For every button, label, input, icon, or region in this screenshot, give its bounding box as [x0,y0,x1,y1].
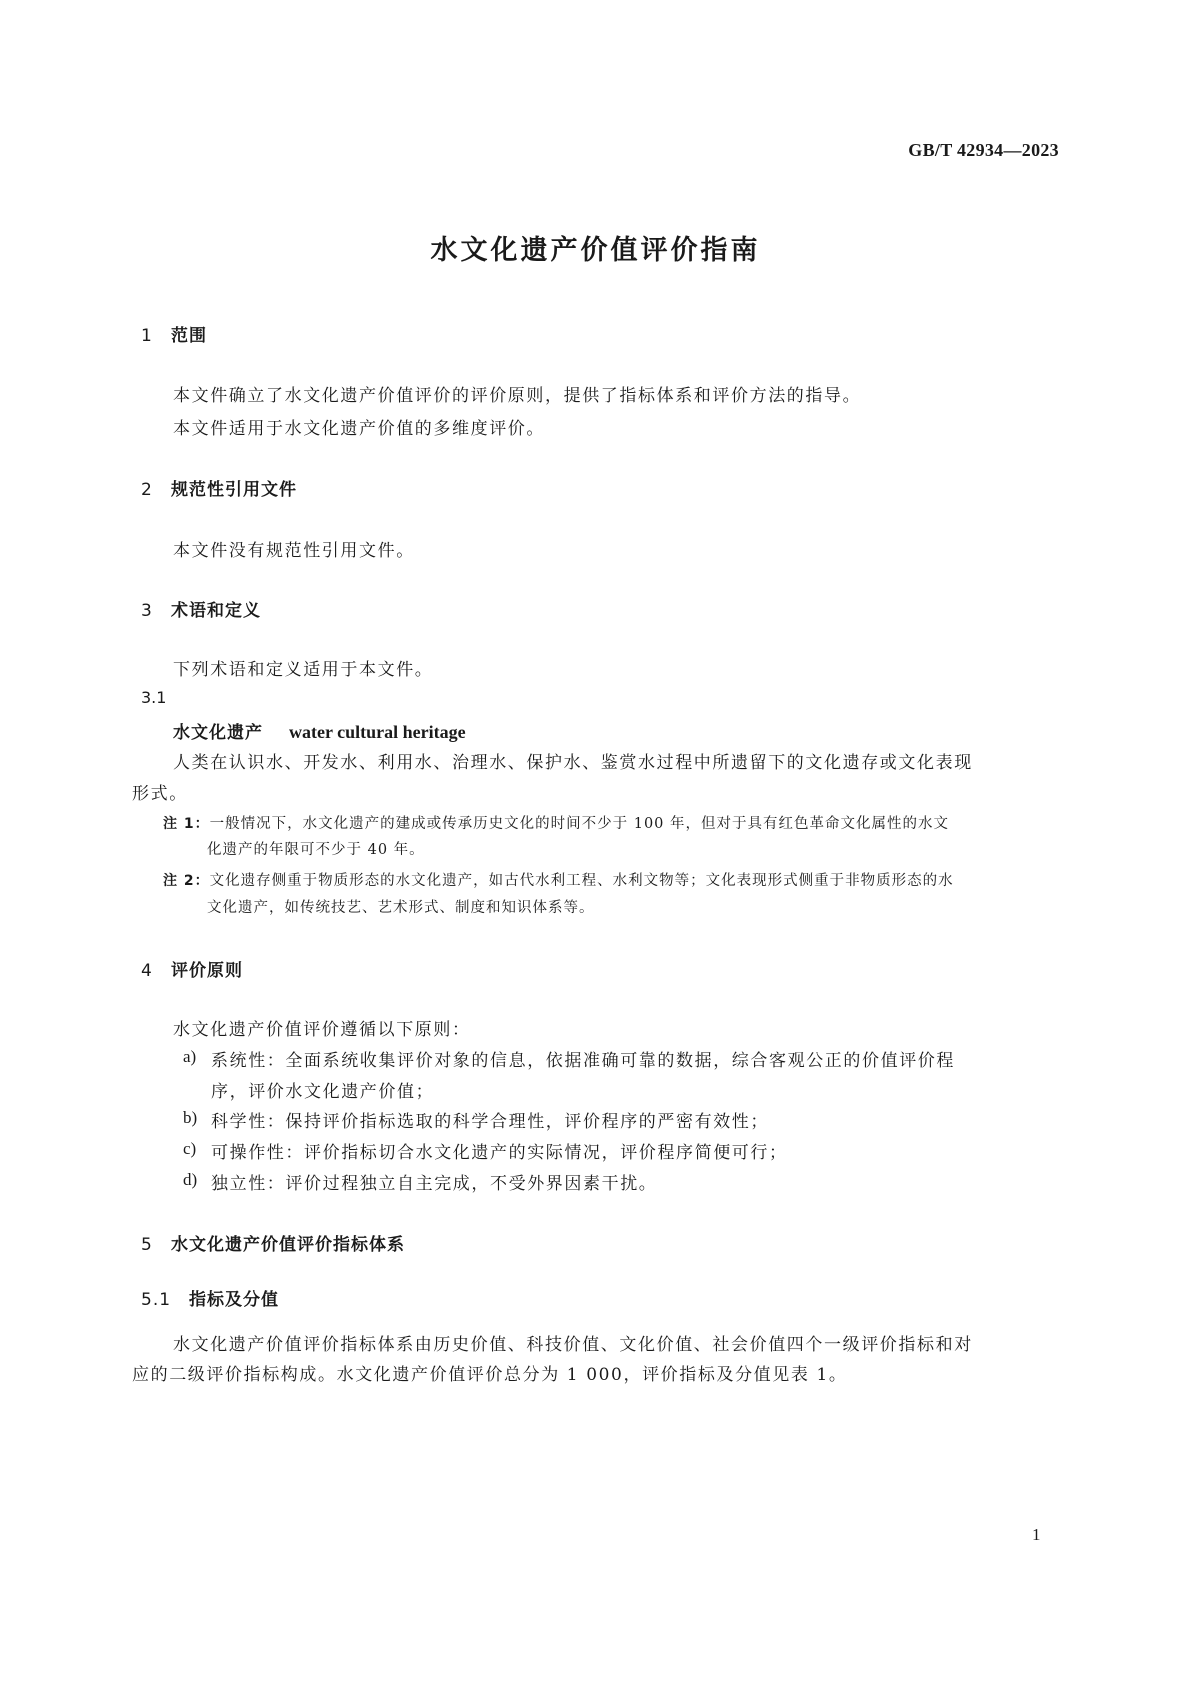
list-item-label: c) [183,1139,197,1158]
section-title: 术语和定义 [171,601,261,621]
page-number: 1 [1032,1525,1041,1544]
list-item-b: 科学性：保持评价指标选取的科学合理性，评价程序的严密有效性； [211,1112,769,1132]
note-label: 注 1： [163,816,210,832]
subsection-title: 指标及分值 [189,1290,279,1310]
section-4-intro: 水文化遗产价值评价遵循以下原则： [173,1020,471,1040]
note-2-line-2: 文化遗产，如传统技艺、艺术形式、制度和知识体系等。 [207,900,595,916]
list-item-c: 可操作性：评价指标切合水文化遗产的实际情况，评价程序简便可行； [211,1143,788,1163]
term-number: 3.1 [141,688,167,707]
section-number: 4 [141,961,153,981]
list-item-label: d) [183,1170,198,1189]
section-title: 规范性引用文件 [171,480,297,500]
section-1-paragraph-2: 本文件适用于水文化遗产价值的多维度评价。 [173,419,545,439]
document-title: 水文化遗产价值评价指南 [430,235,761,266]
subsection-5-1-line-1: 水文化遗产价值评价指标体系由历史价值、科技价值、文化价值、社会价值四个一级评价指标和对 [173,1335,973,1355]
term-entry [173,718,466,743]
section-number: 1 [141,326,153,346]
section-3-intro: 下列术语和定义适用于本文件。 [173,660,434,680]
section-1-heading [141,321,207,346]
list-item-a-line-2: 序，评价水文化遗产价值； [211,1082,435,1102]
list-item-d: 独立性：评价过程独立自主完成，不受外界因素干扰。 [211,1174,658,1194]
section-3-heading [141,596,261,621]
section-2-heading [141,475,297,500]
section-2-paragraph: 本文件没有规范性引用文件。 [173,541,415,561]
term-zh: 水文化遗产 [173,723,263,743]
section-title: 水文化遗产价值评价指标体系 [171,1235,405,1255]
list-item-label: b) [183,1108,198,1127]
subsection-number: 5.1 [141,1290,172,1310]
note-1-line-1 [163,812,949,833]
note-2-line-1 [163,869,954,890]
term-definition-line-2: 形式。 [132,784,188,804]
note-1-line-2: 化遗产的年限可不少于 40 年。 [207,842,425,858]
section-title: 范围 [171,326,207,346]
subsection-5-1-heading [141,1285,279,1310]
subsection-5-1-line-2: 应的二级评价指标构成。水文化遗产价值评价总分为 1 000，评价指标及分值见表 1。 [132,1365,848,1385]
note-label: 注 2： [163,873,210,889]
note-text: 文化遗存侧重于物质形态的水文化遗产，如古代水利工程、水利文物等；文化表现形式侧重于非物质形态的水 [209,873,954,889]
section-title: 评价原则 [171,961,243,981]
section-number: 2 [141,480,153,500]
list-item-a-line-1: 系统性：全面系统收集评价对象的信息，依据准确可靠的数据，综合客观公正的价值评价程 [211,1051,955,1071]
term-en: water cultural heritage [289,722,466,742]
note-text: 一般情况下，水文化遗产的建成或传承历史文化的时间不少于 100 年，但对于具有红色革命文化属性的水文 [209,816,950,832]
section-number: 3 [141,601,153,621]
section-1-paragraph-1: 本文件确立了水文化遗产价值评价的评价原则，提供了指标体系和评价方法的指导。 [173,386,862,406]
standard-number: GB/T 42934—2023 [908,140,1059,160]
section-5-heading [141,1230,405,1255]
term-definition-line-1: 人类在认识水、开发水、利用水、治理水、保护水、鉴赏水过程中所遗留下的文化遗存或文化表现 [173,753,973,773]
section-4-heading [141,956,243,981]
section-number: 5 [141,1235,153,1255]
list-item-label: a) [183,1047,197,1066]
